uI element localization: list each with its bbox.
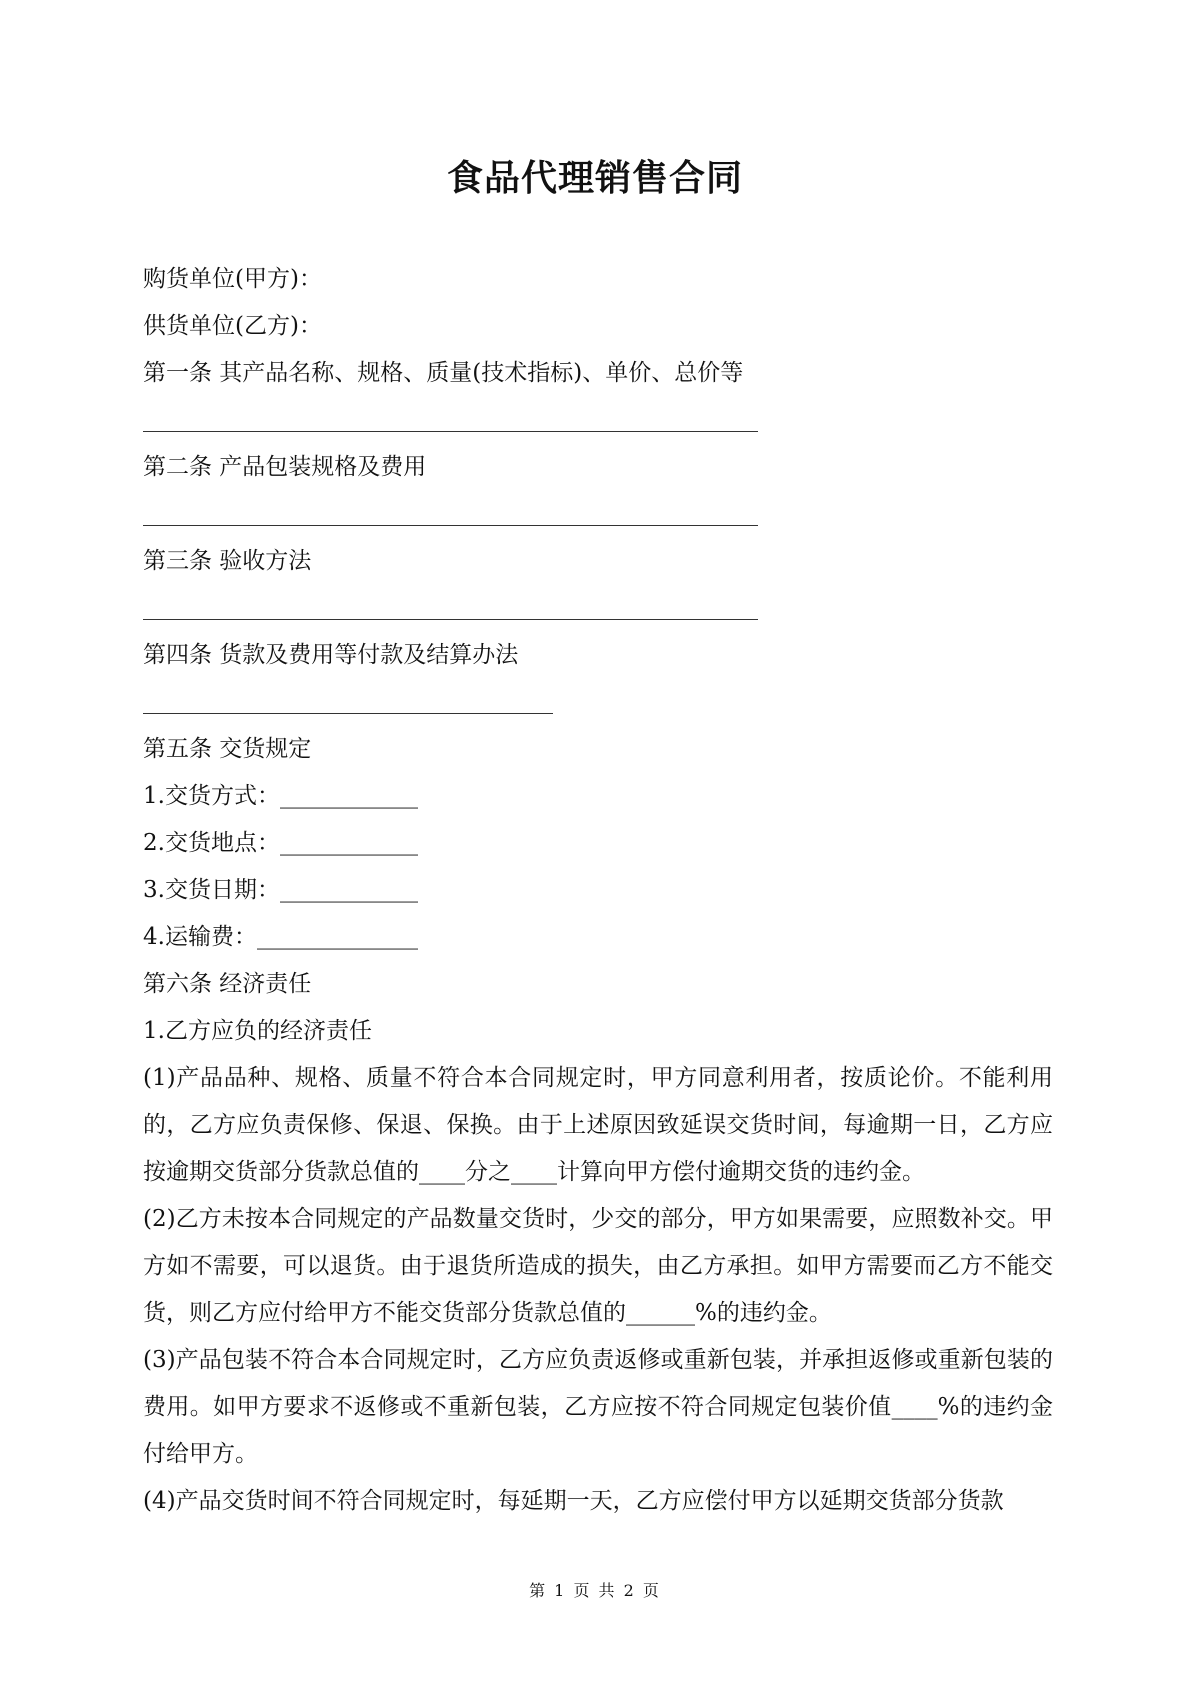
article-2-blank — [143, 491, 1053, 538]
article-4-blank — [143, 679, 1053, 726]
buyer-line: 购货单位(甲方)： — [143, 266, 322, 292]
clause-2-paragraph: (2)乙方未按本合同规定的产品数量交货时，少交的部分，甲方如果需要，应照数补交。甲方如不需要，可以退货。由于退货所造成的损失，由乙方承担。如甲方需要而乙方不能交货，则乙方应付给甲方不能交货部分货款总值的______%的违约金。 — [143, 1206, 1053, 1326]
clause-3-paragraph: (3)产品包装不符合本合同规定时，乙方应负责返修或重新包装，并承担返修或重新包装的费用。如甲方要求不返修或不重新包装，乙方应按不符合同规定包装价值____%的违约金付给甲方。 — [143, 1347, 1053, 1467]
blank-rule — [143, 713, 553, 714]
delivery-method: 1.交货方式：____________ — [143, 783, 418, 809]
blank-rule — [143, 431, 758, 432]
clause-4-paragraph: (4)产品交货时间不符合同规定时，每延期一天，乙方应偿付甲方以延期交货部分货款 — [143, 1488, 1004, 1514]
article-4-heading: 第四条 货款及费用等付款及结算办法 — [143, 642, 519, 668]
blank-rule — [143, 525, 758, 526]
supplier-line: 供货单位(乙方)： — [143, 313, 322, 339]
supplier-responsibility-heading: 1.乙方应负的经济责任 — [143, 1018, 372, 1044]
document-title: 食品代理销售合同 — [446, 157, 743, 199]
clause-1-paragraph: (1)产品品种、规格、质量不符合本合同规定时，甲方同意利用者，按质论价。不能利用的，乙方应负责保修、保退、保换。由于上述原因致延误交货时间，每逾期一日，乙方应按逾期交货部分货款总值的____分之____计算向甲方偿付逾期交货的违约金。 — [143, 1065, 1053, 1185]
freight-cost: 4.运输费：______________ — [143, 924, 418, 950]
blank-rule — [143, 619, 758, 620]
article-1-blank — [143, 397, 1053, 444]
document-body — [143, 256, 1053, 1525]
article-3-blank — [143, 585, 1053, 632]
article-3-heading: 第三条 验收方法 — [143, 548, 312, 574]
delivery-date: 3.交货日期：____________ — [143, 877, 418, 903]
article-1-heading: 第一条 其产品名称、规格、质量(技术指标)、单价、总价等 — [143, 360, 744, 386]
article-5-heading: 第五条 交货规定 — [143, 736, 312, 762]
delivery-location: 2.交货地点：____________ — [143, 830, 418, 856]
page-number-footer: 第 1 页 共 2 页 — [529, 1581, 661, 1600]
article-6-heading: 第六条 经济责任 — [143, 971, 312, 997]
article-2-heading: 第二条 产品包装规格及费用 — [143, 454, 427, 480]
